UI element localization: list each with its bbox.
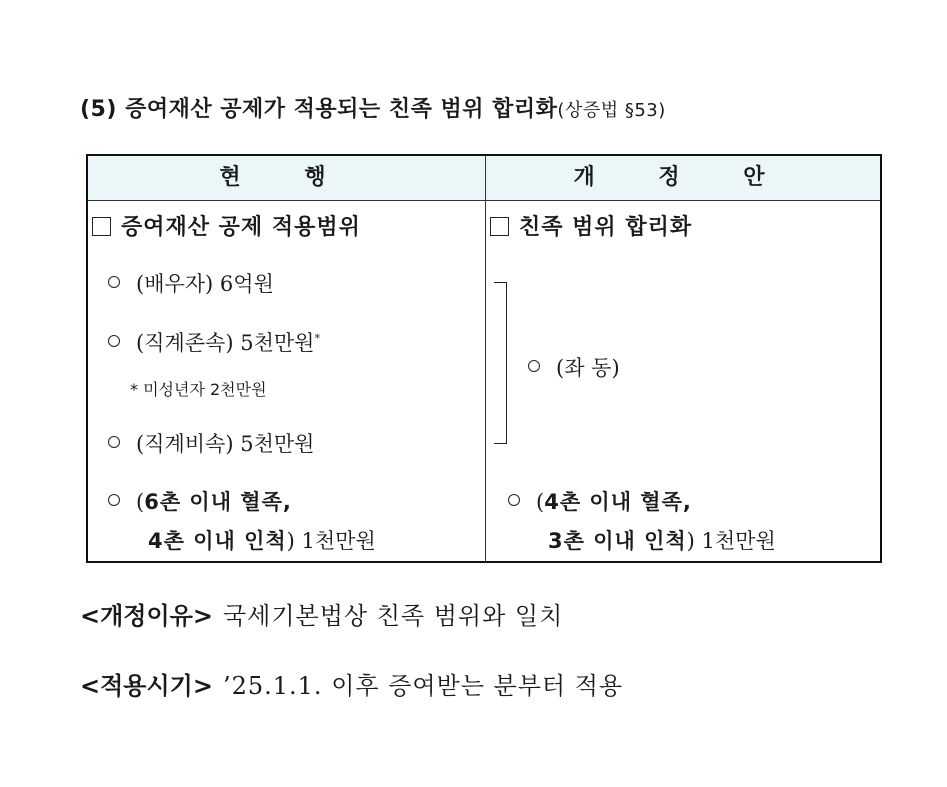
- relatives-amount-text: ) 1천만원: [286, 529, 376, 553]
- relatives-blood-text: 6촌 이내 혈족,: [144, 490, 292, 514]
- current-heading-text: 증여재산 공제 적용범위: [121, 215, 361, 240]
- circle-bullet-icon: [528, 360, 540, 372]
- footnote-mark: *: [314, 332, 320, 345]
- current-item-spouse: [108, 268, 274, 298]
- bracket-icon: [494, 282, 507, 444]
- reason-text: 국세기본법상 친족 범위와 일치: [222, 602, 564, 630]
- revised-item-relatives-line2: [548, 525, 776, 555]
- header-revised: 개 정 안: [573, 165, 793, 190]
- revised-heading: [490, 210, 692, 241]
- current-column: [88, 200, 485, 561]
- section-title-reference: (상증법 §53): [557, 100, 666, 121]
- circle-bullet-icon: [108, 335, 120, 347]
- effective-text: ’25.1.1. 이후 증여받는 분부터 적용: [222, 672, 624, 700]
- footnote: * 미성년자 2천만원: [130, 380, 267, 399]
- paren-open: (: [536, 490, 545, 514]
- revised-amount-text: ) 1천만원: [686, 529, 776, 553]
- section-title-main: (5) 증여재산 공제가 적용되는 친족 범위 합리화: [80, 97, 558, 122]
- current-item-descendant: [108, 428, 314, 458]
- circle-bullet-icon: [108, 494, 120, 506]
- current-item-ascendant: [108, 327, 320, 357]
- circle-bullet-icon: [108, 436, 120, 448]
- checkbox-icon: [92, 217, 111, 236]
- same-as-left-text: (좌 동): [556, 356, 620, 380]
- reason-label: <개정이유>: [80, 602, 213, 630]
- revised-inlaw-text: 3촌 이내 인척: [548, 529, 687, 553]
- revised-column: [486, 200, 880, 561]
- checkbox-icon: [490, 217, 509, 236]
- revised-item-relatives: [508, 486, 692, 516]
- comparison-table: [86, 154, 882, 563]
- current-item-text: (배우자) 6억원: [136, 272, 274, 296]
- table-header-row: [88, 156, 880, 201]
- current-item-text: (직계존속) 5천만원: [136, 331, 315, 355]
- reason-line: [80, 596, 563, 631]
- revised-blood-text: 4촌 이내 혈족,: [544, 490, 692, 514]
- circle-bullet-icon: [108, 276, 120, 288]
- circle-bullet-icon: [508, 494, 520, 506]
- effective-label: <적용시기>: [80, 672, 213, 700]
- paren-open: (: [136, 490, 145, 514]
- current-item-relatives-line2: [148, 525, 376, 555]
- revised-heading-text: 친족 범위 합리화: [519, 215, 693, 240]
- effective-line: [80, 666, 623, 701]
- relatives-inlaw-text: 4촌 이내 인척: [148, 529, 287, 553]
- revised-same-as-left: [528, 352, 620, 382]
- current-heading: [92, 210, 361, 241]
- header-current: 현 행: [219, 165, 354, 190]
- section-title: [80, 92, 666, 123]
- current-item-text: (직계비속) 5천만원: [136, 432, 315, 456]
- current-item-relatives: [108, 486, 292, 516]
